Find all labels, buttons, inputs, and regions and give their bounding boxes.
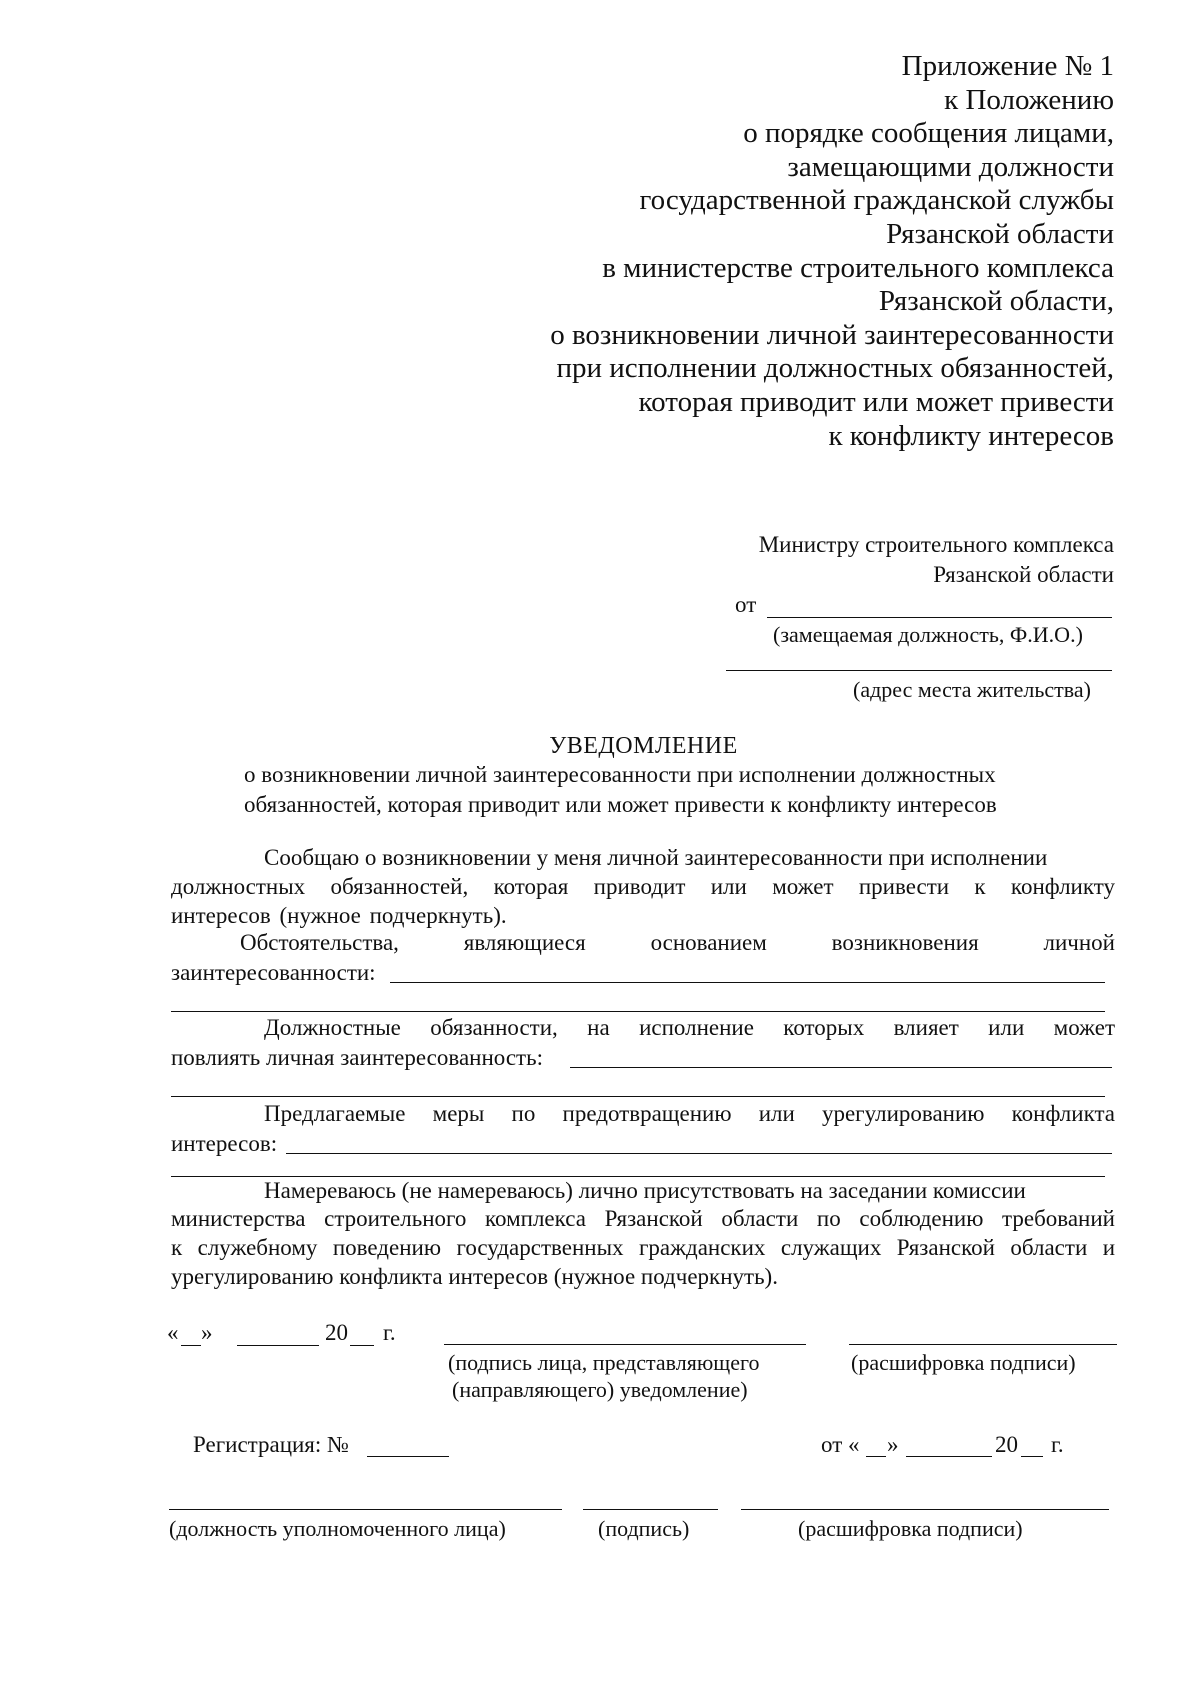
registration-year-line[interactable]	[1021, 1456, 1043, 1457]
p4-line-1: Предлагаемые меры по предотвращению или урегулированию конфликта	[264, 1101, 1115, 1126]
appendix-line: Рязанской области	[886, 217, 1114, 250]
date-close-quote: »	[201, 1320, 213, 1345]
addressee-line-2: Рязанской области	[933, 562, 1114, 587]
appendix-line: при исполнении должностных обязанностей,	[556, 352, 1114, 385]
appendix-line: замещающими должности	[787, 150, 1114, 183]
notice-subtitle-line-2: обязанностей, которая приводит или может привести к конфликту интересов	[244, 792, 997, 817]
day-fill-line[interactable]	[181, 1345, 201, 1346]
p2-label: заинтересованности:	[171, 960, 376, 985]
address-fill-line[interactable]	[726, 670, 1112, 671]
signer-caption-line-2: (направляющего) уведомление)	[452, 1377, 748, 1402]
appendix-line: Рязанской области,	[878, 285, 1114, 318]
signer-caption-line-1: (подпись лица, представляющего	[448, 1350, 760, 1375]
caption-signature: (подпись)	[598, 1516, 690, 1541]
decode-caption: (расшифровка подписи)	[851, 1350, 1076, 1375]
registration-month-line[interactable]	[906, 1456, 992, 1457]
from-fill-line[interactable]	[767, 617, 1112, 618]
p3-line-1: Должностные обязанности, на исполнение которых влияет или может	[264, 1015, 1115, 1040]
year-fill-line[interactable]	[350, 1345, 374, 1346]
year-suffix: г.	[383, 1320, 396, 1345]
address-caption: (адрес места жительства)	[853, 677, 1091, 702]
duties-fill-line[interactable]	[570, 1067, 1112, 1068]
p1-line-1: Сообщаю о возникновении у меня личной заинтересованности при исполнении	[264, 845, 1048, 870]
official-position-line[interactable]	[169, 1509, 562, 1510]
official-signature-line[interactable]	[583, 1509, 718, 1510]
from-caption: (замещаемая должность, Ф.И.О.)	[773, 622, 1083, 647]
year-prefix: 20	[325, 1320, 348, 1345]
measures-fill-line-2[interactable]	[171, 1176, 1105, 1177]
p5-line-4: урегулированию конфликта интересов (нужное подчеркнуть).	[171, 1264, 778, 1289]
p4-label: интересов:	[171, 1131, 278, 1156]
appendix-line: о возникновении личной заинтересованности	[550, 318, 1114, 351]
registration-day-line[interactable]	[866, 1456, 886, 1457]
measures-fill-line[interactable]	[286, 1153, 1112, 1154]
registration-from-prefix: от «	[821, 1432, 860, 1457]
registration-label: Регистрация: №	[193, 1432, 349, 1457]
addressee-from-prefix: от	[735, 592, 757, 617]
p5-line-1: Намереваюсь (не намереваюсь) лично присутствовать на заседании комиссии	[264, 1178, 1026, 1203]
appendix-line: к Положению	[944, 83, 1114, 116]
date-open-quote: «	[167, 1320, 179, 1345]
caption-decode: (расшифровка подписи)	[798, 1516, 1023, 1541]
notice-title: УВЕДОМЛЕНИЕ	[549, 733, 738, 759]
addressee-line-1: Министру строительного комплекса	[758, 532, 1114, 557]
registration-close-quote: »	[887, 1432, 899, 1457]
decode-signature-line[interactable]	[849, 1344, 1117, 1345]
appendix-line: которая приводит или может привести	[638, 385, 1114, 418]
registration-year-suffix: г.	[1051, 1432, 1064, 1457]
p5-line-2: министерства строительного комплекса Рязанской области по соблюдению требований	[171, 1206, 1115, 1231]
appendix-line: Приложение № 1	[901, 50, 1114, 82]
p2-line-1: Обстоятельства, являющиеся основанием возникновения личной	[240, 930, 1115, 955]
caption-position: (должность уполномоченного лица)	[169, 1516, 506, 1541]
registration-year-prefix: 20	[995, 1432, 1018, 1457]
appendix-line: государственной гражданской службы	[639, 184, 1114, 217]
circumstances-fill-line[interactable]	[390, 982, 1105, 983]
p3-label: повлиять личная заинтересованность:	[171, 1045, 543, 1070]
registration-number-line[interactable]	[367, 1456, 449, 1457]
month-fill-line[interactable]	[237, 1345, 319, 1346]
p5-line-3: к служебному поведению государственных гражданских служащих Рязанской области и	[171, 1235, 1115, 1260]
appendix-line: к конфликту интересов	[828, 419, 1114, 452]
circumstances-fill-line-2[interactable]	[171, 1011, 1105, 1012]
appendix-block	[414, 50, 1114, 453]
appendix-line: в министерстве строительного комплекса	[602, 251, 1114, 284]
notice-subtitle-line-1: о возникновении личной заинтересованности при исполнении должностных	[244, 762, 996, 787]
signer-signature-line[interactable]	[444, 1344, 806, 1345]
p1-line-2: должностных обязанностей, которая приводит или может привести к конфликту	[171, 874, 1115, 899]
duties-fill-line-2[interactable]	[171, 1096, 1105, 1097]
p1-line-3: интересов (нужное подчеркнуть).	[171, 903, 507, 928]
appendix-line: о порядке сообщения лицами,	[743, 117, 1114, 150]
official-decode-line[interactable]	[741, 1509, 1109, 1510]
